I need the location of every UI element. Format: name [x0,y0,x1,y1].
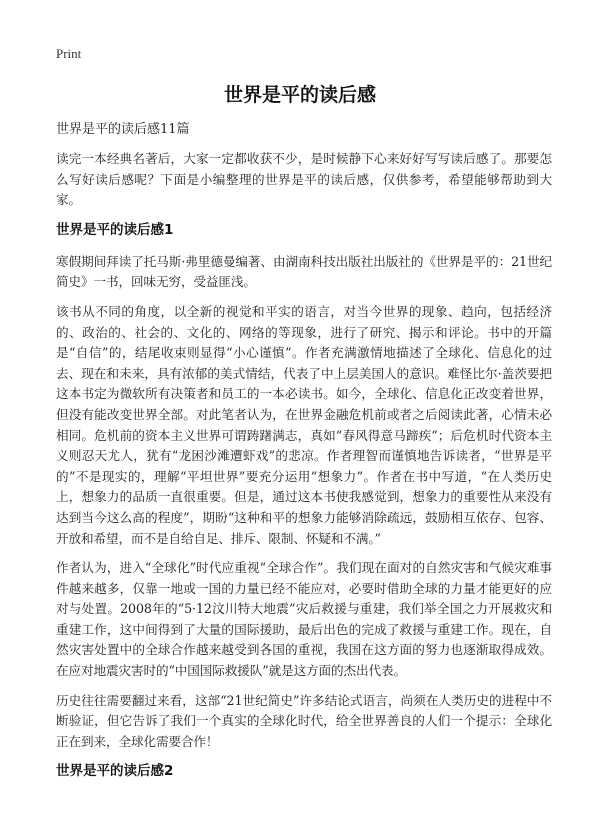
subtitle: 世界是平的读后感11篇 [56,122,190,137]
body-paragraph: 寒假期间拜读了托马斯·弗里德曼编著、由湖南科技出版社出版社的《世界是平的：21世纪简史》一书，回味无穷，受益匪浅。 [56,253,552,290]
article-body [56,149,552,793]
intro-paragraph: 读完一本经典名著后，大家一定都收获不少，是时候静下心来好好写写读后感了。那要怎么写好读后感呢？下面是小编整理的世界是平的读后感，仅供参考，希望能够帮助到大家。 [56,151,552,208]
page-title: 世界是平的读后感 [223,84,376,106]
section-heading: 世界是平的读后感1 [56,221,174,238]
body-paragraph: 该书从不同的角度，以全新的视觉和平实的语言，对当今世界的现象、趋向，包括经济的、政治的、社会的、文化的、网络的等现象，进行了研究、揭示和评论。书中的开篇是“自信”的，结尾收束则显得“小心谨慎”。作者充满激情地描述了全球化、信息化的过去、现在和未来，具有浓郁的美式情结，代表了中上层美国人的意识。难怪比尔·盖茨要把这本书定为微软所有决策者和员工的一本必读书。如今，全球化、信息化正改变着世界，但没有能改变世界全部。对此笔者认为，在世界金融危机前或者之后阅读此著，心情未必相同。危机前的资本主义世界可谓踌躇满志，真如“春风得意马蹄疾”；后危机时代资本主义则忍天尤人，犹有“龙困沙滩遭虾戏”的悲凉。作者理智而谨慎地告诉读者，“世界是平的”不是现实的，理解“平坦世界”要充分运用“想象力”。作者在书中写道，“在人类历史上，想象力的品质一直很重要。但是，通过这本书使我感觉到，想象力的重要性从来没有达到当今这么高的程度”，期盼“这种和平的想象力能够消除疏远，鼓励相互依存、包容、开放和希望，而不是自给自足、排斥、限制、怀疑和不满。” [56,303,552,546]
body-paragraph: 历史往往需要翻过来看，这部“21世纪简史”许多结论式语言，尚须在人类历史的进程中不断验证，但它告诉了我们一个真实的全球化时代，给全世界善良的人们一个提示：全球化正在到来，全球化需要合作！ [56,692,552,749]
print-link[interactable]: Print [56,46,82,61]
section-heading: 世界是平的读后感2 [56,763,174,780]
body-paragraph: 作者认为，进入“全球化”时代应重视“全球合作”。我们现在面对的自然灾害和气候灾难事件越来越多，仅靠一地或一国的力量已经不能应对，必要时借助全球的力量才能更好的应对与处置。2008年的“5·12汶川特大地震”灾后救援与重建，我们举全国之力开展救灾和重建工作，这中间得到了大量的国际援助，最后出色的完成了救援与重建工作。现在，自然灾害处置中的全球合作越来越受到各国的重视，我国在这方面的努力也逐渐取得成效。在应对地震灾害时的“中国国际救援队”就是这方面的杰出代表。 [56,560,552,679]
